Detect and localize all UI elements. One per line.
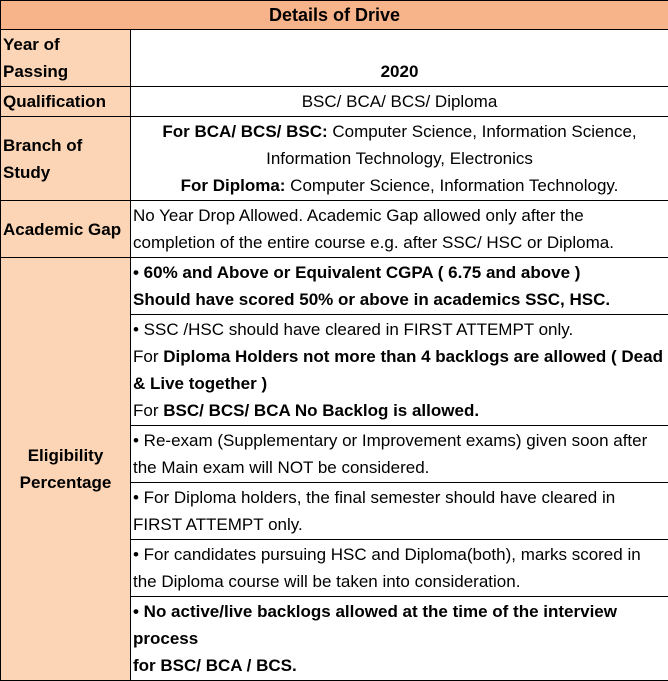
branch-line2-heading: For Diploma: [181, 176, 286, 195]
eligibility-row-attempt [131, 315, 668, 426]
eligibility-active-backlogs: • No active/live backlogs allowed at the time of the interview process [133, 598, 666, 652]
eligibility-label-line1: Eligibility [3, 442, 128, 469]
qualification-label: Qualification [1, 87, 131, 117]
year-label: Year of Passing [1, 30, 131, 87]
eligibility-row-reexam: • Re-exam (Supplementary or Improvement exams) given soon after the Main exam will NOT be considered. [131, 426, 668, 483]
eligibility-row-diploma-semester: • For Diploma holders, the final semester should have cleared in FIRST ATTEMPT only. [131, 483, 668, 540]
branch-line1-heading: For BCA/ BCS/ BSC: [162, 122, 327, 141]
eligibility-cgpa: • 60% and Above or Equivalent CGPA ( 6.75 and above ) [133, 259, 666, 286]
table-title: Details of Drive [1, 1, 668, 30]
eligibility-label [1, 258, 131, 681]
eligibility-active-backlogs-courses: for BSC/ BCA / BCS. [133, 652, 666, 679]
branch-line1-text: Computer Science, Information Science, Information Technology, Electronics [266, 122, 637, 168]
eligibility-row-active-backlogs [131, 597, 668, 681]
branch-value [131, 117, 668, 201]
eligibility-for-prefix: For [133, 347, 163, 366]
eligibility-academics: Should have scored 50% or above in academics SSC, HSC. [133, 286, 666, 313]
eligibility-diploma-backlogs: Diploma Holders not more than 4 backlogs are allowed ( Dead & Live together ) [133, 347, 663, 393]
branch-label: Branch of Study [1, 117, 131, 201]
qualification-value: BSC/ BCA/ BCS/ Diploma [131, 87, 668, 117]
eligibility-label-line2: Percentage [3, 469, 128, 496]
branch-line2-text: Computer Science, Information Technology. [285, 176, 618, 195]
eligibility-first-attempt: • SSC /HSC should have cleared in FIRST ATTEMPT only. [133, 316, 666, 343]
eligibility-no-backlog: BSC/ BCS/ BCA No Backlog is allowed. [163, 401, 479, 420]
eligibility-row-hsc-diploma: • For candidates pursuing HSC and Diploma(both), marks scored in the Diploma course will be taken into consideration. [131, 540, 668, 597]
gap-label: Academic Gap [1, 201, 131, 258]
eligibility-row-percentage [131, 258, 668, 315]
year-value: 2020 [131, 30, 668, 87]
gap-value: No Year Drop Allowed. Academic Gap allowed only after the completion of the entire course e.g. after SSC/ HSC or Diploma. [131, 201, 668, 258]
eligibility-for-prefix: For [133, 401, 163, 420]
